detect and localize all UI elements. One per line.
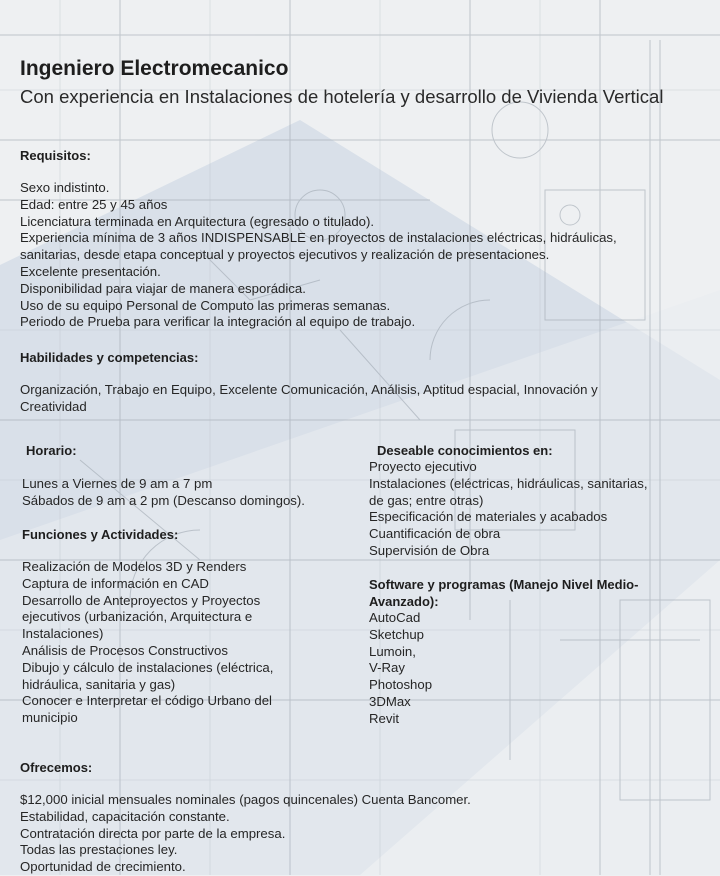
list-item: Experiencia mínima de 3 años INDISPENSABLE en proyectos de instalaciones eléctricas, hidráulicas, — [20, 230, 617, 246]
list-item: Contratación directa por parte de la empresa. — [20, 825, 286, 841]
list-item: Disponibilidad para viajar de manera esporádica. — [20, 280, 306, 296]
list-item: Especificación de materiales y acabados — [369, 509, 608, 525]
page-subtitle: Con experiencia en Instalaciones de hotelería y desarrollo de Vivienda Vertical — [20, 86, 664, 107]
list-item: Sábados de 9 am a 2 pm (Descanso domingos). — [22, 492, 305, 508]
funciones-heading: Funciones y Actividades: — [22, 527, 179, 542]
list-item: Captura de información en CAD — [22, 575, 209, 591]
deseable-heading: Deseable conocimientos en: — [377, 443, 553, 458]
list-item: Realización de Modelos 3D y Renders — [22, 559, 247, 574]
list-item: Licenciatura terminada en Arquitectura (egresado o titulado). — [20, 213, 375, 229]
list-item: Análisis de Procesos Constructivos — [22, 642, 228, 658]
habilidades-heading: Habilidades y competencias: — [20, 350, 199, 365]
list-item: Revit — [369, 710, 400, 726]
list-item: Creatividad — [20, 398, 87, 414]
list-item: 3DMax — [369, 693, 411, 709]
list-item: Lumoin, — [369, 643, 416, 659]
page-title: Ingeniero Electromecanico — [20, 57, 289, 80]
list-item: $12,000 inicial mensuales nominales (pagos quincenales) Cuenta Bancomer. — [20, 792, 471, 807]
list-item: Photoshop — [369, 677, 433, 693]
list-item: Desarrollo de Anteproyectos y Proyectos — [22, 592, 261, 608]
horario-list — [22, 476, 305, 510]
list-item: Dibujo y cálculo de instalaciones (eléctrica, — [22, 659, 274, 675]
list-item: hidráulica, sanitaria y gas) — [22, 676, 176, 692]
habilidades-text — [20, 382, 598, 416]
list-item: Cuantificación de obra — [369, 526, 501, 542]
horario-heading: Horario: — [26, 443, 77, 458]
software-heading: Software y programas (Manejo Nivel Medio- Avanzado): — [369, 577, 639, 609]
software-list — [369, 610, 432, 728]
list-item: Sexo indistinto. — [20, 180, 110, 195]
list-item: Instalaciones) — [22, 626, 104, 642]
list-item: de gas; entre otras) — [369, 492, 484, 508]
list-item: Conocer e Interpretar el código Urbano del — [22, 693, 272, 709]
requisitos-list — [20, 180, 617, 331]
list-item: sanitarias, desde etapa conceptual y proyectos ejecutivos y realización de presentaciones. — [20, 247, 550, 263]
deseable-list — [369, 459, 648, 560]
requisitos-heading: Requisitos: — [20, 148, 91, 163]
list-item: Todas las prestaciones ley. — [20, 842, 178, 858]
list-item: Oportunidad de crecimiento. — [20, 859, 186, 875]
list-item: Supervisión de Obra — [369, 542, 490, 558]
list-item: municipio — [22, 710, 78, 726]
ofrecemos-list — [20, 792, 471, 876]
list-item: V-Ray — [369, 660, 405, 676]
list-item: Proyecto ejecutivo — [369, 459, 477, 474]
list-item: Periodo de Prueba para verificar la integración al equipo de trabajo. — [20, 314, 416, 330]
list-item: AutoCad — [369, 610, 421, 625]
list-item: Excelente presentación. — [20, 263, 161, 279]
list-item: Uso de su equipo Personal de Computo las primeras semanas. — [20, 297, 391, 313]
list-item: Sketchup — [369, 626, 424, 642]
list-item: Edad: entre 25 y 45 años — [20, 196, 168, 212]
ofrecemos-heading: Ofrecemos: — [20, 760, 93, 775]
list-item: Lunes a Viernes de 9 am a 7 pm — [22, 476, 213, 491]
list-item: Organización, Trabajo en Equipo, Excelente Comunicación, Análisis, Aptitud espacial, Innovación y — [20, 382, 598, 397]
list-item: ejecutivos (urbanización, Arquitectura e — [22, 609, 253, 625]
list-item: Instalaciones (eléctricas, hidráulicas, sanitarias, — [369, 475, 648, 491]
funciones-list — [22, 559, 273, 727]
list-item: Estabilidad, capacitación constante. — [20, 808, 230, 824]
